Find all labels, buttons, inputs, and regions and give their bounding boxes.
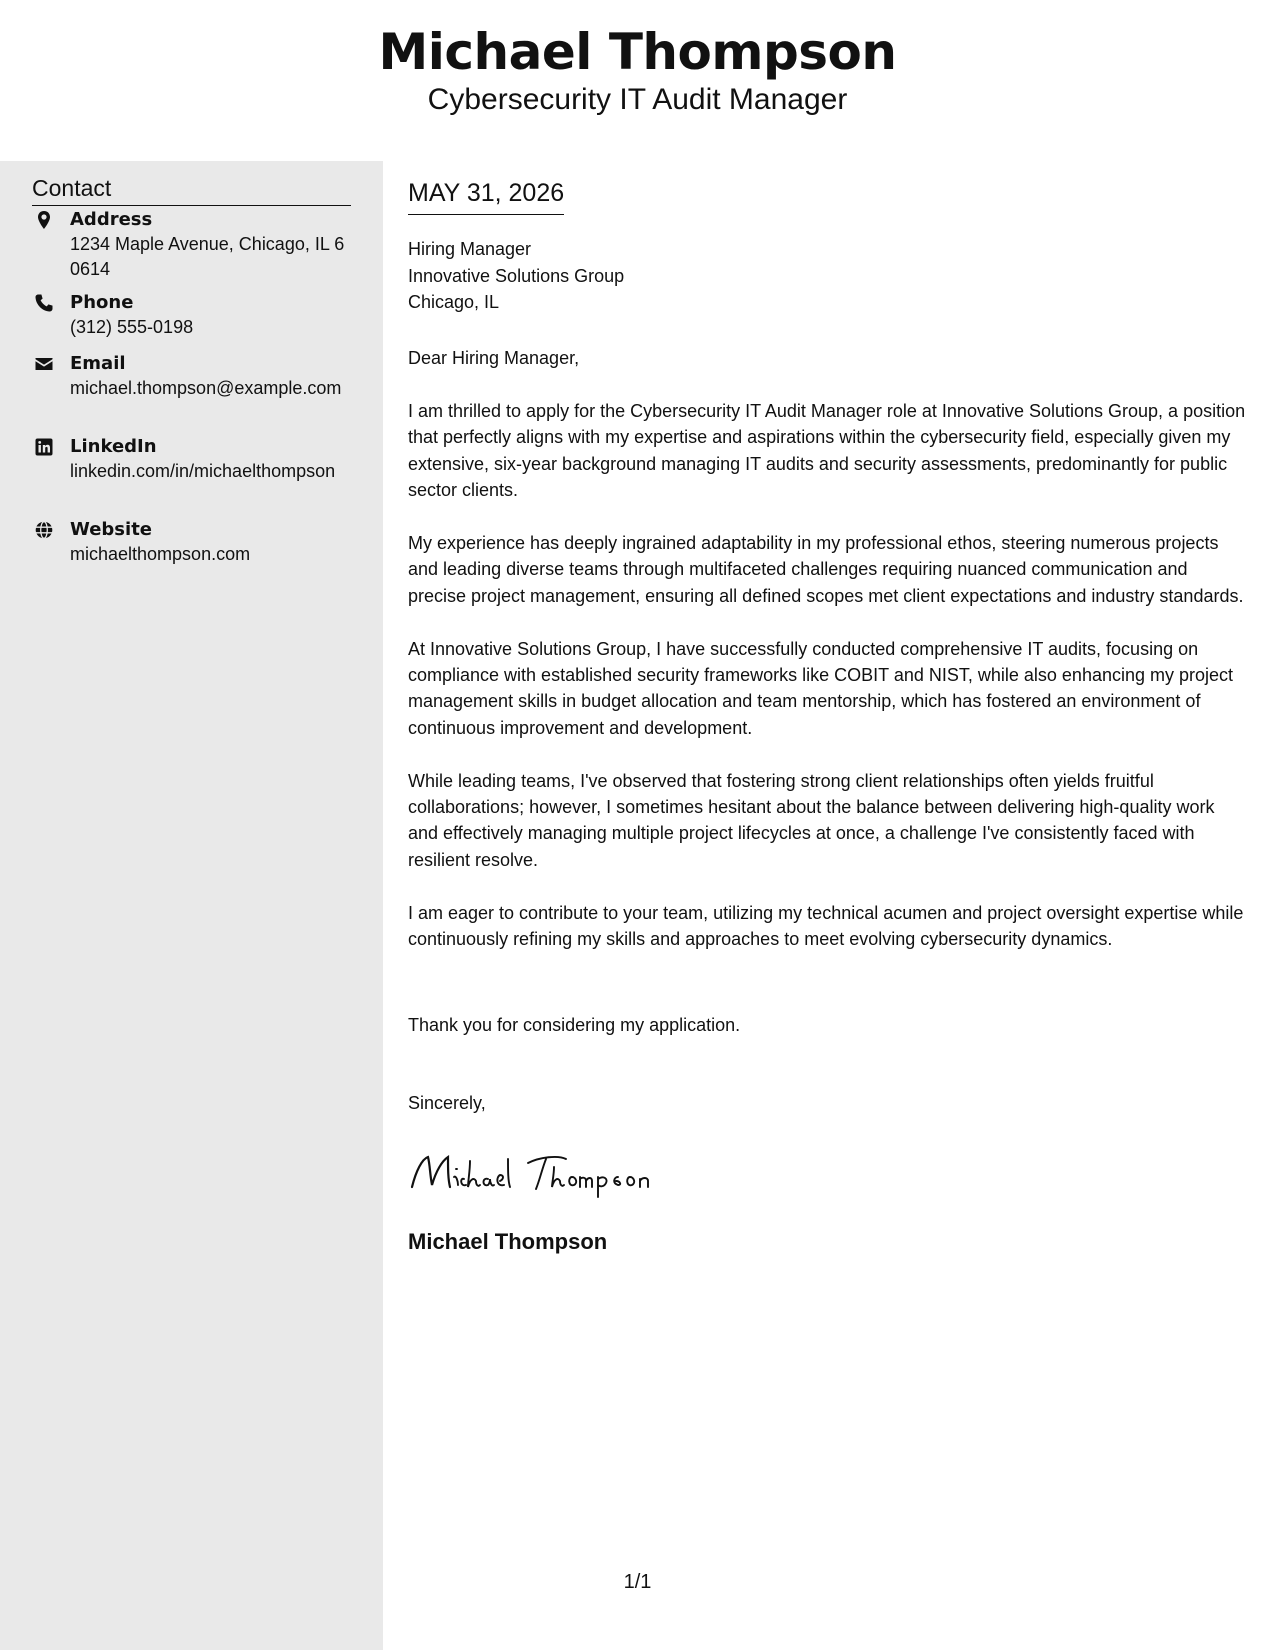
contact-label: Email (70, 353, 126, 374)
page-number: 1/1 (623, 1571, 652, 1593)
letter-date: MAY 31, 2026 (408, 177, 564, 215)
applicant-title: Cybersecurity IT Audit Manager (427, 83, 848, 116)
recipient-line: Hiring Manager (408, 239, 532, 259)
contact-label: Website (70, 519, 153, 540)
contact-value: michaelthompson.com (70, 544, 251, 564)
applicant-name: Michael Thompson (378, 23, 897, 81)
letter-paragraph: My experience has deeply ingrained adaptability in my professional ethos, steering numerous projects and leading diverse teams through multifaceted challenges requiring nuanced communication and precise project management, ensuring all defined scopes met client expectations and industry standards. (408, 533, 1244, 606)
contact-value: michael.thompson@example.com (70, 378, 342, 398)
letter-paragraphs (408, 398, 1246, 979)
signoff: Sincerely, (408, 1093, 486, 1113)
letter-paragraph: While leading teams, I've observed that fostering strong client relationships often yields fruitful collaborations; however, I sometimes hesitant about the balance between delivering high-quality work and effectively managing multiple project lifecycles at once, a challenge I've consistently faced with resilient resolve. (408, 770, 1215, 870)
letter-paragraph: At Innovative Solutions Group, I have successfully conducted comprehensive IT audits, focusing on compliance with established security frameworks like COBIT and NIST, while also enhancing my project management skills in budget allocation and team mentorship, which has fostered an environment of continuous improvement and development. (408, 638, 1234, 738)
contact-value: 1234 Maple Avenue, Chicago, IL 60614 (70, 234, 345, 279)
recipient-line: Innovative Solutions Group (408, 265, 625, 286)
recipient-block (408, 236, 624, 316)
linkedin-icon (34, 437, 54, 457)
handwritten-signature (408, 1141, 668, 1201)
globe-icon (34, 520, 54, 540)
closing-line: Thank you for considering my application. (408, 1015, 741, 1035)
contact-value: (312) 555-0198 (70, 317, 194, 337)
recipient-line: Chicago, IL (408, 292, 500, 312)
contact-label: LinkedIn (70, 436, 157, 457)
contact-sidebar (0, 161, 383, 1650)
letter-header (0, 0, 1275, 161)
contact-heading: Contact (32, 173, 351, 206)
letter-paragraph: I am thrilled to apply for the Cybersecurity IT Audit Manager role at Innovative Solutions Group, a position that perfectly aligns with my expertise and aspirations within the cybersecurity field, especially given my extensive, six-year background managing IT audits and security assessments, predominantly for public sector clients. (408, 401, 1246, 501)
contact-label: Address (70, 209, 153, 230)
signer-name: Michael Thompson (408, 1229, 608, 1254)
letter-paragraph: I am eager to contribute to your team, utilizing my technical acumen and project oversight expertise while continuously refining my skills and approaches to meet evolving cybersecurity dynamics. (408, 902, 1244, 950)
envelope-icon (34, 354, 54, 374)
phone-icon (34, 293, 54, 313)
salutation: Dear Hiring Manager, (408, 348, 580, 368)
contact-value: linkedin.com/in/michaelthompson (70, 461, 336, 481)
map-pin-icon (34, 210, 54, 230)
contact-label: Phone (70, 292, 134, 313)
